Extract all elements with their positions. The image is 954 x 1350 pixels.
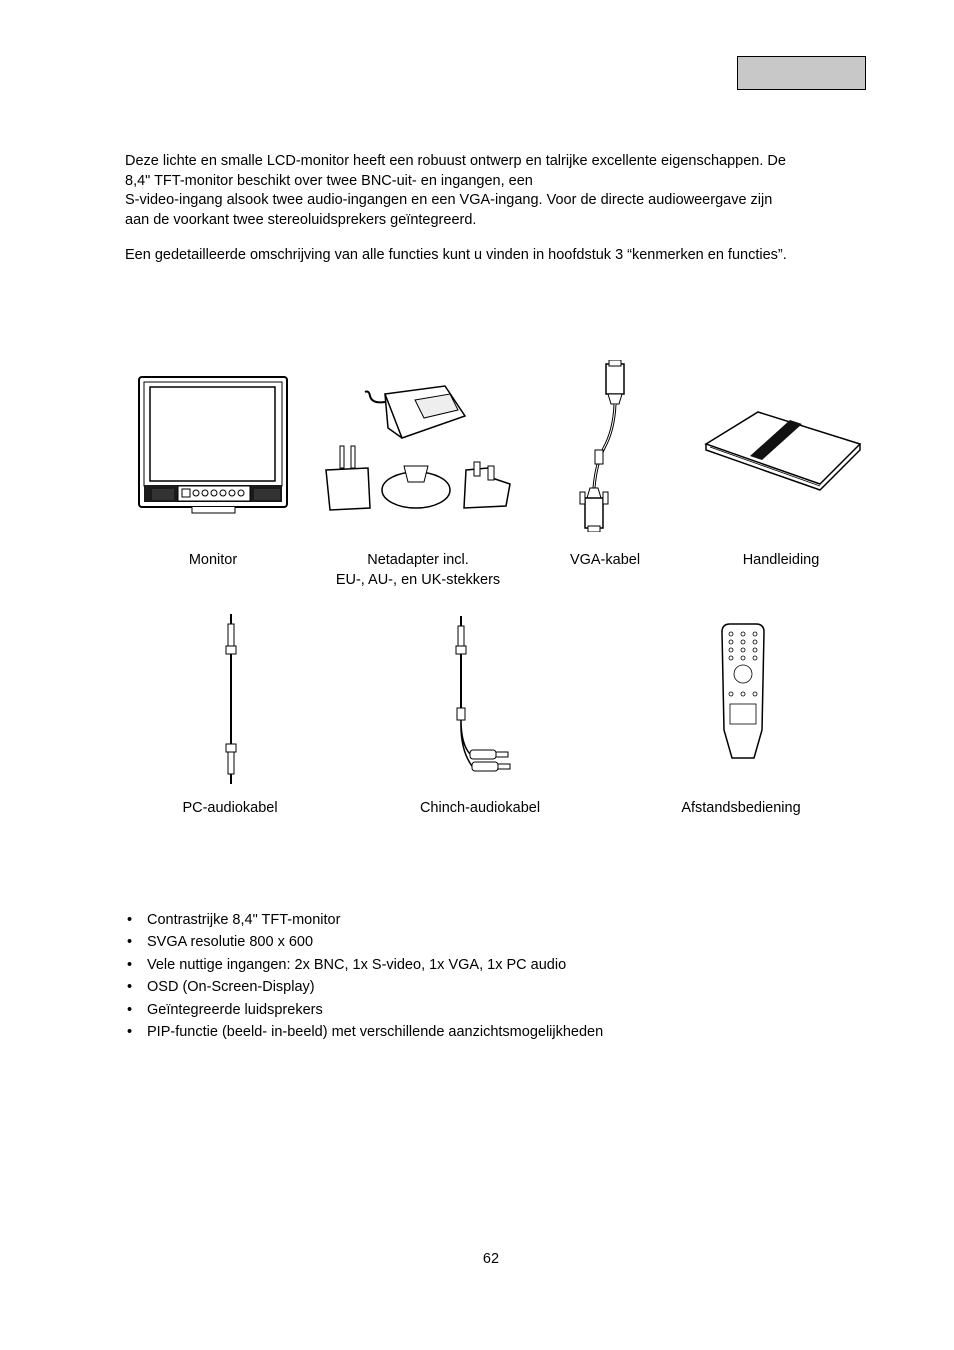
- manual-icon: [704, 408, 862, 494]
- item-caption-power-adapter: Netadapter incl. EU-, AU-, en UK-stekkers: [335, 552, 501, 588]
- intro-line: aan de voorkant twee stereoluidsprekers geïntegreerd.: [125, 211, 477, 228]
- bullet: •: [127, 956, 133, 973]
- intro-paragraph: [125, 152, 865, 230]
- intro-line: S-video-ingang alsook twee audio-ingangen en een VGA-ingang. Voor de directe audioweergave zijn: [125, 192, 773, 208]
- intro-line: 8,4" TFT-monitor beschikt over twee BNC-uit- en ingangen, een: [125, 172, 533, 189]
- item-caption-remote-control: Afstandsbediening: [681, 800, 801, 816]
- page-number: 62: [482, 1251, 500, 1267]
- feature-item: [125, 931, 603, 953]
- feature-text: PIP-functie (beeld- in-beeld) met verschillende aanzichtsmogelijkheden: [147, 1023, 604, 1040]
- reference-paragraph: [125, 246, 865, 266]
- bullet: •: [127, 912, 133, 928]
- feature-item: [125, 909, 603, 931]
- bullet: •: [127, 1023, 133, 1040]
- feature-text: OSD (On-Screen-Display): [147, 979, 315, 996]
- bullet: •: [127, 979, 133, 996]
- monitor-icon: [137, 375, 289, 515]
- bullet: •: [127, 934, 133, 951]
- item-caption-cinch-audio-cable: Chinch-audiokabel: [419, 800, 541, 816]
- item-caption-monitor: Monitor: [188, 552, 238, 568]
- cinch-audio-cable-icon: [448, 616, 514, 778]
- feature-text: Contrastrijke 8,4" TFT-monitor: [147, 912, 341, 928]
- feature-text: SVGA resolutie 800 x 600: [147, 934, 314, 951]
- item-caption-vga-cable: VGA-kabel: [569, 552, 641, 568]
- pc-audio-cable-icon: [220, 614, 242, 784]
- item-caption-manual: Handleiding: [742, 552, 820, 568]
- bullet: •: [127, 1001, 133, 1018]
- intro-line: Deze lichte en smalle LCD-monitor heeft een robuust ontwerp en talrijke excellente eigenschappen. De: [125, 153, 786, 169]
- feature-item: [125, 976, 603, 998]
- feature-text: Vele nuttige ingangen: 2x BNC, 1x S-video, 1x VGA, 1x PC audio: [147, 956, 567, 973]
- feature-item: [125, 999, 603, 1021]
- feature-list: [125, 909, 603, 1043]
- language-tab: [737, 56, 866, 90]
- reference-text: Een gedetailleerde omschrijving van alle functies kunt u vinden in hoofdstuk 3 “kenmerken en functies”.: [125, 247, 787, 263]
- item-caption-pc-audio-cable: PC-audiokabel: [182, 800, 278, 816]
- vga-cable-icon: [568, 360, 638, 532]
- feature-item: [125, 954, 603, 976]
- feature-item: [125, 1021, 603, 1043]
- power-adapter-icon: [320, 380, 520, 512]
- feature-text: Geïntegreerde luidsprekers: [147, 1001, 323, 1018]
- remote-control-icon: [718, 622, 768, 762]
